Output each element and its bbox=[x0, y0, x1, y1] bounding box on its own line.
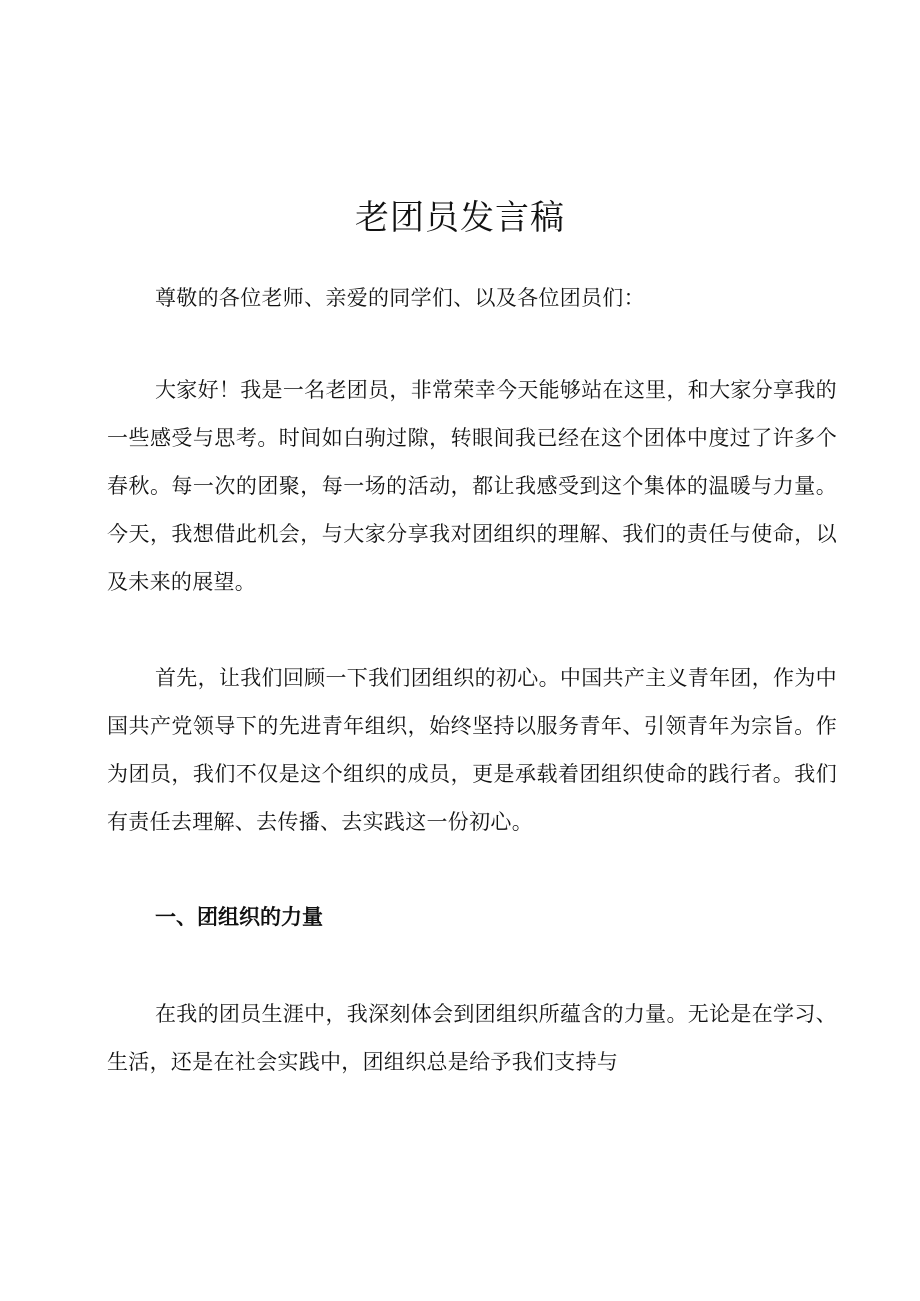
first-point-paragraph: 首先，让我们回顾一下我们团组织的初心。中国共产主义青年团，作为中国共产党领导下的先进青年组织，始终坚持以服务青年、引领青年为宗旨。作为团员，我们不仅是这个组织的成员，更是承载着团组织使命的践行者。我们有责任去理解、去传播、去实践这一份初心。 bbox=[107, 666, 837, 834]
power-paragraph: 在我的团员生涯中，我深刻体会到团组织所蕴含的力量。无论是在学习、生活，还是在社会实践中，团组织总是给予我们支持与 bbox=[107, 1002, 837, 1074]
section-heading: 一、团组织的力量 bbox=[155, 905, 323, 929]
intro-paragraph: 大家好！我是一名老团员，非常荣幸今天能够站在这里，和大家分享我的一些感受与思考。时间如白驹过隙，转眼间我已经在这个团体中度过了许多个春秋。每一次的团聚，每一场的活动，都让我感受到这个集体的温暖与力量。今天，我想借此机会，与大家分享我对团组织的理解、我们的责任与使命，以及未来的展望。 bbox=[107, 378, 837, 594]
document-title: 老团员发言稿 bbox=[355, 197, 565, 238]
greeting-paragraph: 尊敬的各位老师、亲爱的同学们、以及各位团员们： bbox=[155, 286, 645, 310]
